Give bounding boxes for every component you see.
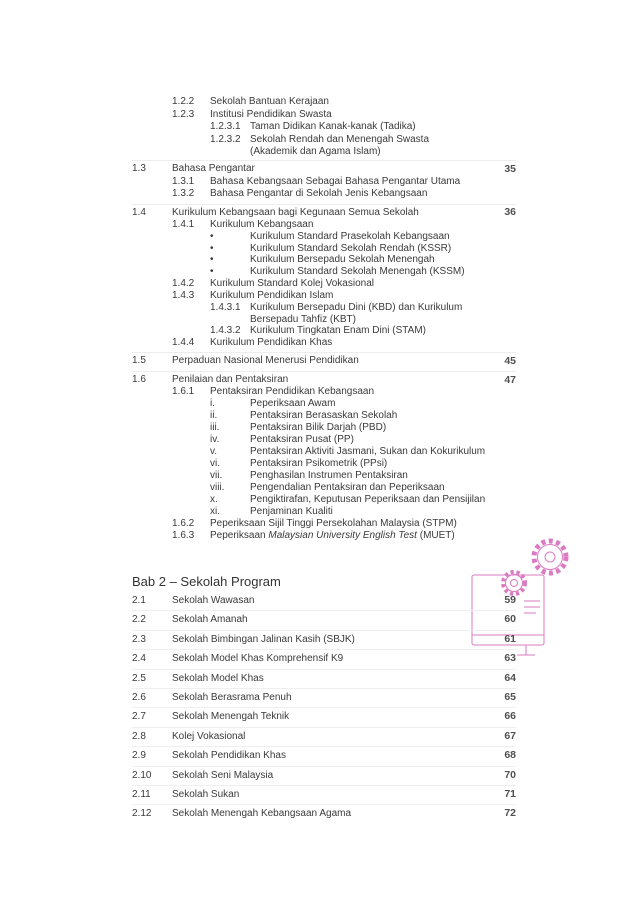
toc-section-entry	[0, 374, 638, 386]
toc-section-entry	[0, 746, 638, 765]
entry-number: iii.	[210, 422, 220, 433]
entry-title: Sekolah Seni Malaysia	[172, 769, 274, 781]
page-number: 47	[504, 374, 516, 386]
entry-number: 2.7	[132, 711, 146, 723]
entry-number: iv.	[210, 434, 220, 445]
entry-number: 1.3.1	[172, 175, 195, 187]
entry-number: 1.2.3.1	[210, 121, 241, 132]
entry-number: vii.	[210, 470, 223, 481]
entry-title: Kurikulum Standard Sekolah Rendah (KSSR)	[250, 242, 452, 254]
entry-number: 1.6.3	[172, 530, 195, 541]
toc-entry	[0, 243, 638, 255]
entry-number: 2.9	[132, 750, 146, 762]
entry-number: 1.3.2	[172, 188, 195, 199]
entry-title: Penilaian dan Pentaksiran	[172, 374, 289, 385]
entry-number: 2.3	[132, 633, 146, 645]
entry-title: Kurikulum Pendidikan Islam	[210, 289, 334, 301]
entry-title: Taman Didikan Kanak-kanak (Tadika)	[250, 121, 416, 132]
toc-entry	[0, 278, 638, 290]
entry-number: 1.4	[132, 207, 146, 218]
entry-title: (Akademik dan Agama Islam)	[250, 146, 381, 157]
entry-number: 2.8	[132, 730, 146, 742]
toc-entry	[0, 494, 638, 506]
entry-title: Peperiksaan Awam	[250, 398, 336, 409]
bullet-marker: •	[210, 266, 214, 278]
toc-entry	[0, 266, 638, 278]
entry-number: 1.6	[132, 374, 146, 385]
entry-title-part: Peperiksaan	[210, 530, 269, 541]
toc-section-entry	[0, 610, 638, 629]
entry-title: Sekolah Amanah	[172, 614, 248, 626]
toc-entry	[0, 518, 638, 530]
entry-title: Sekolah Rendah dan Menengah Swasta	[250, 133, 430, 145]
bullet-marker: •	[210, 242, 214, 254]
entry-title: Pentaksiran Pusat (PP)	[250, 434, 354, 445]
entry-title	[210, 530, 455, 542]
entry-number: 1.4.4	[172, 337, 195, 349]
toc-section-entry	[0, 207, 638, 219]
entry-title: Pentaksiran Aktiviti Jasmani, Sukan dan Kokurikulum	[250, 446, 486, 457]
chapter-2-list	[0, 591, 638, 824]
entry-title: Institusi Pendidikan Swasta	[210, 108, 332, 120]
toc-entry	[0, 470, 638, 482]
page-number: 70	[504, 768, 516, 781]
toc-entry	[0, 188, 638, 201]
toc-group-1-4	[0, 207, 638, 349]
toc-entry	[0, 325, 638, 337]
entry-number: vi.	[210, 458, 220, 469]
toc-group-1-3	[0, 163, 638, 201]
entry-number: 1.2.2	[172, 96, 195, 107]
entry-title: Bersepadu Tahfiz (KBT)	[250, 313, 356, 325]
entry-title: Sekolah Model Khas Komprehensif K9	[172, 653, 344, 665]
toc-entry	[0, 254, 638, 266]
entry-number: 2.1	[132, 595, 146, 606]
toc-entry	[0, 134, 638, 147]
page-number: 35	[504, 163, 516, 175]
entry-number: i.	[210, 398, 215, 409]
toc-entry	[0, 231, 638, 243]
toc-section-entry	[0, 727, 638, 746]
entry-title: Kurikulum Bersepadu Dini (KBD) dan Kurikulum	[250, 301, 463, 313]
entry-number: 2.12	[132, 808, 152, 820]
toc-entry	[0, 530, 638, 542]
entry-title: Kurikulum Bersepadu Sekolah Menengah	[250, 254, 435, 266]
toc-entry	[0, 410, 638, 422]
toc-entry	[0, 109, 638, 122]
entry-title: Kurikulum Pendidikan Khas	[210, 337, 333, 349]
entry-number: x.	[210, 494, 218, 505]
entry-number: viii.	[210, 482, 225, 493]
entry-number: ii.	[210, 410, 218, 421]
toc-section-entry	[0, 630, 638, 649]
toc-entry	[0, 146, 638, 159]
entry-title: Kurikulum Tingkatan Enam Dini (STAM)	[250, 325, 426, 337]
entry-title: Pentaksiran Psikometrik (PPsi)	[250, 458, 388, 469]
entry-title: Sekolah Berasrama Penuh	[172, 691, 292, 703]
entry-title: Pentaksiran Berasaskan Sekolah	[250, 410, 398, 421]
page-number: 68	[504, 749, 516, 762]
entry-number: 1.4.2	[172, 278, 195, 290]
toc-entry	[0, 219, 638, 231]
entry-title: Sekolah Menengah Teknik	[172, 711, 290, 723]
entry-title: Bahasa Pengantar	[172, 163, 255, 174]
page-number: 64	[504, 671, 516, 684]
entry-number: 2.2	[132, 614, 146, 626]
page-number: 71	[504, 787, 516, 800]
entry-title: Pentaksiran Bilik Darjah (PBD)	[250, 422, 387, 433]
toc-group-1-6	[0, 374, 638, 542]
toc-entry	[0, 458, 638, 470]
page-number: 67	[504, 729, 516, 742]
entry-number: 1.4.3.2	[210, 325, 241, 337]
toc-entry	[0, 482, 638, 494]
toc-section-entry	[0, 649, 638, 668]
entry-number: 2.5	[132, 672, 146, 684]
entry-number: 1.6.2	[172, 518, 195, 529]
entry-number: 2.10	[132, 769, 152, 781]
entry-title: Penghasilan Instrumen Pentaksiran	[250, 470, 408, 481]
entry-title: Pengiktirafan, Keputusan Peperiksaan dan Pensijilan	[250, 494, 486, 505]
chapter-2-heading: Bab 2 – Sekolah Program	[132, 574, 281, 589]
entry-number: 1.4.3	[172, 289, 195, 301]
entry-title: Kurikulum Standard Sekolah Menengah (KSSM)	[250, 266, 465, 278]
toc-section-entry	[0, 707, 638, 726]
toc-entry	[0, 434, 638, 446]
entry-title: Sekolah Bimbingan Jalinan Kasih (SBJK)	[172, 633, 355, 645]
entry-number: 1.2.3.2	[210, 133, 241, 145]
entry-number: 2.11	[132, 788, 151, 800]
entry-title: Pentaksiran Pendidikan Kebangsaan	[210, 386, 375, 397]
toc-entry	[0, 422, 638, 434]
toc-section-entry	[0, 669, 638, 688]
entry-title: Sekolah Wawasan	[172, 595, 255, 606]
entry-number: 1.4.1	[172, 218, 195, 230]
entry-title: Sekolah Pendidikan Khas	[172, 750, 286, 762]
toc-section-entry	[0, 766, 638, 785]
toc-entry	[0, 290, 638, 302]
toc-entry	[0, 314, 638, 326]
entry-title: Kurikulum Kebangsaan bagi Kegunaan Semua Sekolah	[172, 207, 419, 218]
toc-section-entry	[0, 591, 638, 610]
gear-icon	[534, 541, 566, 573]
entry-number: 1.6.1	[172, 386, 195, 397]
entry-title: Penjaminan Kualiti	[250, 506, 333, 517]
toc-section-entry	[0, 785, 638, 804]
entry-number: 2.6	[132, 691, 146, 703]
toc-entry	[0, 386, 638, 398]
entry-number: 1.5	[132, 355, 146, 366]
toc-entry	[0, 176, 638, 189]
page-number: 45	[504, 355, 516, 367]
toc-entry	[0, 506, 638, 518]
toc-group-1-5	[0, 355, 638, 367]
entry-title: Perpaduan Nasional Menerusi Pendidikan	[172, 355, 359, 366]
toc-group-1-2-continued	[0, 96, 638, 159]
toc-entry	[0, 446, 638, 458]
toc-entry	[0, 302, 638, 314]
entry-title: Peperiksaan Sijil Tinggi Persekolahan Malaysia (STPM)	[210, 518, 457, 529]
entry-title: Kurikulum Kebangsaan	[210, 218, 314, 230]
toc-entry	[0, 121, 638, 134]
entry-title: Kurikulum Standard Prasekolah Kebangsaan	[250, 230, 450, 242]
entry-number: 1.4.3.1	[210, 301, 241, 313]
entry-title: Sekolah Bantuan Kerajaan	[210, 96, 329, 107]
bullet-marker: •	[210, 230, 214, 242]
page-number: 72	[504, 807, 516, 820]
page-number: 60	[504, 613, 516, 626]
entry-title: Sekolah Sukan	[172, 788, 240, 800]
entry-title: Kolej Vokasional	[172, 730, 246, 742]
entry-title: Sekolah Menengah Kebangsaan Agama	[172, 808, 352, 820]
entry-title: Pengendalian Pentaksiran dan Peperiksaan	[250, 482, 445, 493]
page-number: 66	[504, 710, 516, 723]
entry-title: Bahasa Kebangsaan Sebagai Bahasa Pengantar Utama	[210, 175, 461, 187]
entry-title: Kurikulum Standard Kolej Vokasional	[210, 278, 374, 290]
entry-title: Sekolah Model Khas	[172, 672, 264, 684]
toc-section-entry	[0, 804, 638, 823]
bullet-marker: •	[210, 254, 214, 266]
page-number: 59	[504, 594, 516, 606]
page-number: 65	[504, 690, 516, 703]
entry-number: 1.2.3	[172, 108, 195, 120]
page-number: 63	[504, 652, 516, 665]
entry-number: xi.	[210, 506, 220, 517]
toc-section-entry	[0, 163, 638, 176]
toc-section-entry	[0, 355, 638, 367]
entry-number: 1.3	[132, 163, 146, 174]
toc-entry	[0, 398, 638, 410]
toc-section-entry	[0, 688, 638, 707]
entry-number: v.	[210, 446, 218, 457]
toc-entry	[0, 337, 638, 349]
page-number: 61	[504, 632, 516, 645]
entry-number: 2.4	[132, 653, 146, 665]
entry-title: Bahasa Pengantar di Sekolah Jenis Kebangsaan	[210, 188, 428, 199]
page-number: 36	[504, 206, 516, 218]
entry-title-italic: Malaysian University English Test	[268, 530, 417, 541]
toc-entry	[0, 96, 638, 109]
entry-title-part: (MUET)	[416, 530, 455, 541]
